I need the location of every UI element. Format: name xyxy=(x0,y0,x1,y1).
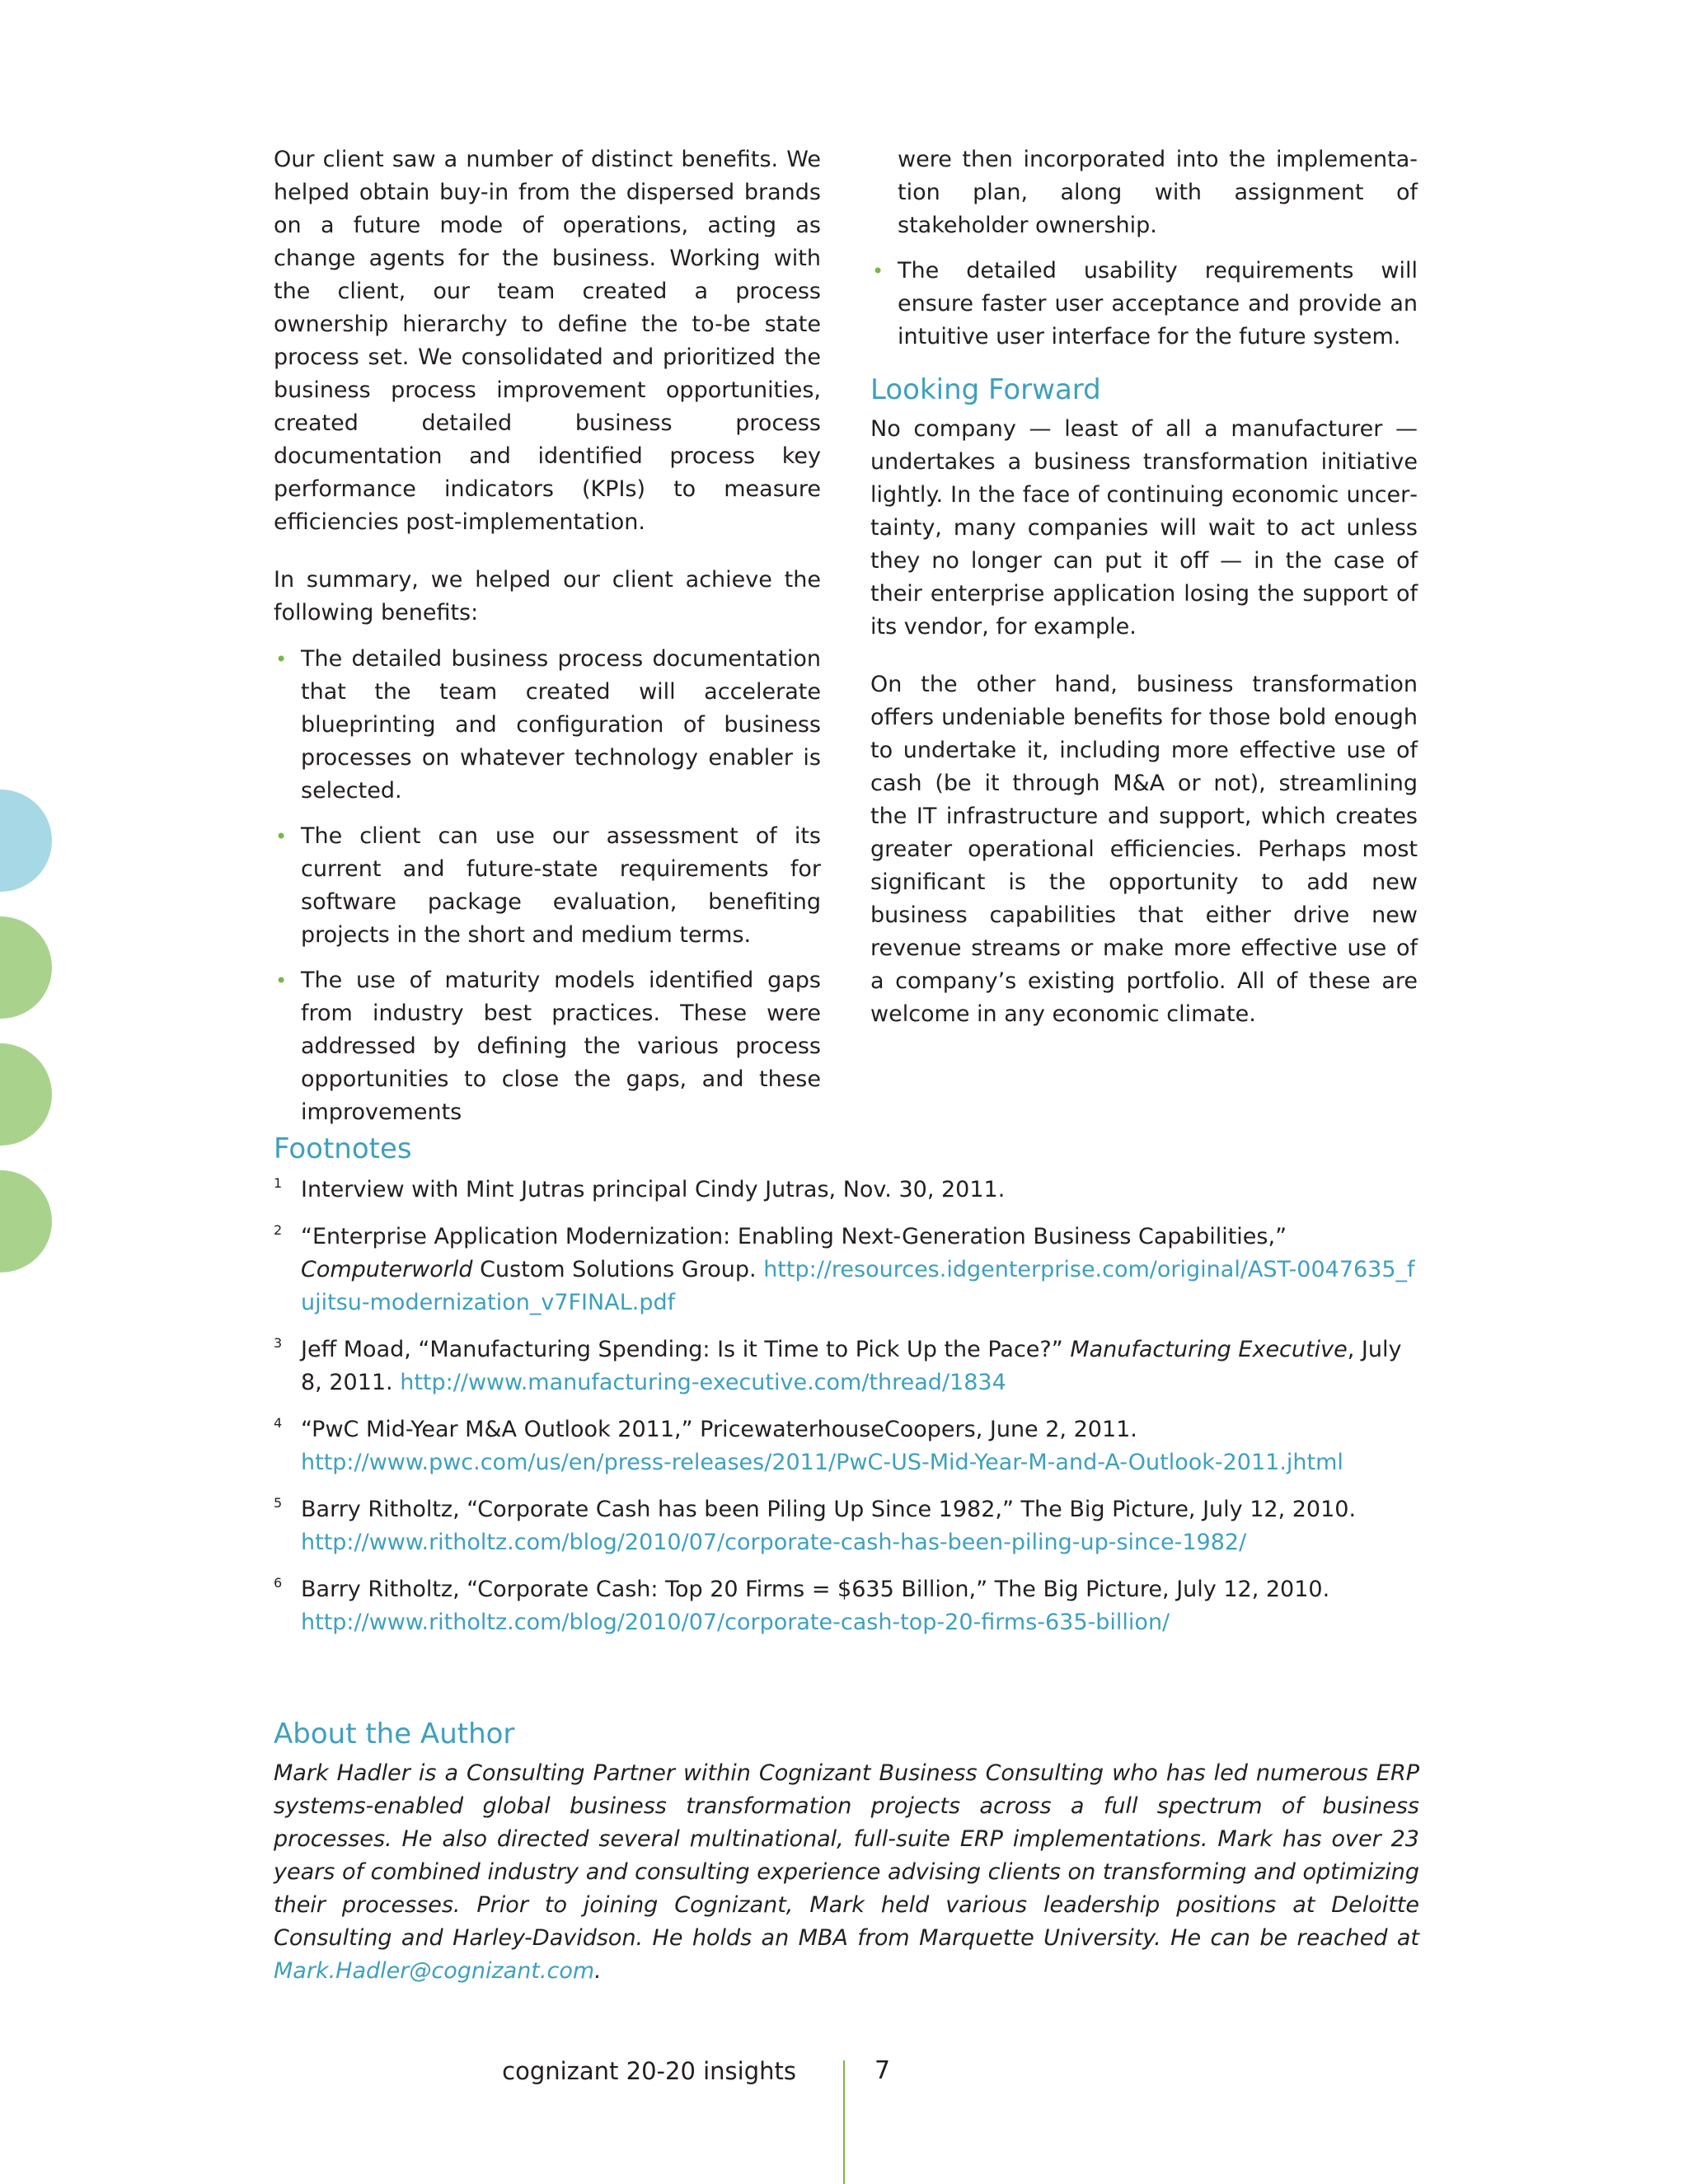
footnote-link[interactable]: http://www.manufacturing-executive.com/thread/1834 xyxy=(400,1370,1006,1395)
section-heading: Looking Forward xyxy=(870,373,1101,406)
author-bio: Mark Hadler is a Consulting Partner within Cognizant Business Consulting who has led numerous ERP systems-enabled global business transformation projects across a full spectrum of business processes. He also directed several multinational, full-suite ERP implementations. Mark has over 23 years of combined industry and consulting experience advising clients on transforming and optimizing their processes. Prior to joining Cognizant, Mark held various leadership positions at Deloitte Consulting and Harley-Davidson. He holds an MBA from Marquette University. He can be reached at Mark.Hadler@cognizant.com. xyxy=(274,1760,1419,1984)
bullet-icon: • xyxy=(275,969,288,992)
list-item: • The use of maturity models identified gaps from industry best practices. These were addressed by defining the various process opportunities to close the gaps, and these improvements xyxy=(274,964,821,1129)
footnote: 5 Barry Ritholtz, “Corporate Cash has been Piling Up Since 1982,” The Big Picture, July 12, 2010. http://www.ritholtz.com/blog/2010/07/corporate-cash-has-been-piling-up-since-1982/ xyxy=(274,1493,1419,1559)
bullet-icon: • xyxy=(275,648,288,671)
footnote-number: 3 xyxy=(274,1335,283,1351)
footnote: 6 Barry Ritholtz, “Corporate Cash: Top 20 Firms = $635 Billion,” The Big Picture, July 12, 2010. http://www.ritholtz.com/blog/2010/07/corporate-cash-top-20-firms-635-billion/ xyxy=(274,1573,1419,1639)
footnote-link[interactable]: http://resources.idgenterprise.com/original/AST-0047635_fujitsu-modernization_v7FINAL.pdf xyxy=(301,1257,1415,1315)
section-heading: Footnotes xyxy=(274,1132,412,1165)
footnote-number: 1 xyxy=(274,1175,283,1191)
decorative-circle-green xyxy=(0,916,52,1019)
footnote-link[interactable]: http://www.pwc.com/us/en/press-releases/2011/PwC-US-Mid-Year-M-and-A-Outlook-2011.jhtml xyxy=(301,1450,1343,1475)
footnote-link[interactable]: http://www.ritholtz.com/blog/2010/07/corporate-cash-top-20-firms-635-billion/ xyxy=(301,1610,1170,1635)
list-item: • The detailed business process documentation that the team created will accelerate blueprinting and configuration of business processes on whatever technology enabler is selected. xyxy=(274,643,821,808)
author-email-link[interactable]: Mark.Hadler@cognizant.com xyxy=(274,1958,595,1984)
footnote-link[interactable]: http://www.ritholtz.com/blog/2010/07/corporate-cash-has-been-piling-up-since-1982/ xyxy=(301,1530,1247,1555)
decorative-circle-green xyxy=(0,1170,52,1272)
benefits-list xyxy=(274,643,821,1129)
footnote: 3 Jeff Moad, “Manufacturing Spending: Is it Time to Pick Up the Pace?” Manufacturing Executive, July 8, 2011. http://www.manufacturing-executive.com/thread/1834 xyxy=(274,1333,1419,1399)
benefits-list xyxy=(870,255,1418,354)
body-paragraph: On the other hand, business transformation offers undeniable benefits for those bold enough to undertake it, including more effective use of cash (be it through M&A or not), streamlining the IT infrastructure and support, which creates greater operational efficiencies. Perhaps most significant is the opportunity to add new business capabilities that either drive new revenue streams or make more effective use of a company’s existing portfolio. All of these are welcome in any economic climate. xyxy=(870,672,1418,1027)
footer-publication: cognizant 20-20 insights xyxy=(502,2057,796,2085)
footnotes-section xyxy=(274,1131,1419,1653)
body-paragraph: No company — least of all a manufacturer — undertakes a business transformation initiative lightly. In the face of continuing economic uncertainty, many companies will wait to act unless they no longer can put it off — in the case of their enterprise application losing the support of its vendor, for example. xyxy=(870,416,1418,640)
about-author-section xyxy=(274,1716,1419,1988)
page-number: 7 xyxy=(874,2056,891,2085)
footnote-list xyxy=(274,1174,1419,1639)
list-item-continuation: were then incorporated into the implementation plan, along with assignment of stakeholder ownership. xyxy=(898,147,1418,238)
bullet-icon: • xyxy=(275,825,288,848)
footnote: 4 “PwC Mid-Year M&A Outlook 2011,” PricewaterhouseCoopers, June 2, 2011. http://www.pwc.com/us/en/press-releases/2011/PwC-US-Mid-Year-M-and-A-Outlook-2011.jhtml xyxy=(274,1413,1419,1479)
body-paragraph: Our client saw a number of distinct benefits. We helped obtain buy-in from the dispersed brands on a future mode of operations, acting as change agents for the business. Working with the client, our team created a process ownership hierarchy to define the to-be state process set. We consolidated and prioritized the business process improvement opportunities, created detailed business process documentation and identified process key performance indicators (KPIs) to measure efficiencies post-implementation. xyxy=(274,147,821,535)
footnote-number: 2 xyxy=(274,1222,283,1238)
footnote-number: 4 xyxy=(274,1415,283,1431)
left-column xyxy=(274,143,821,1141)
body-paragraph: In summary, we helped our client achieve the following benefits: xyxy=(274,567,821,626)
footnote: 2 “Enterprise Application Modernization: Enabling Next-Generation Business Capabilities,” Computerworld Custom Solutions Group. http://resources.idgenterprise.com/original/AST-0047635_fujitsu-modernization_v7FINAL.pdf xyxy=(274,1221,1419,1319)
decorative-circle-green xyxy=(0,1043,52,1146)
right-column xyxy=(870,143,1418,1031)
bullet-icon: • xyxy=(872,260,884,283)
decorative-circle-blue xyxy=(0,790,52,892)
footer-divider xyxy=(843,2060,845,2184)
footnote-number: 5 xyxy=(274,1495,283,1511)
list-item: • The client can use our assessment of its current and future-state requirements for software package evaluation, benefiting projects in the short and medium terms. xyxy=(274,820,821,952)
section-heading: About the Author xyxy=(274,1718,515,1750)
footnote-number: 6 xyxy=(274,1575,283,1591)
footnote: 1 Interview with Mint Jutras principal Cindy Jutras, Nov. 30, 2011. xyxy=(274,1174,1419,1207)
list-item: • The detailed usability requirements will ensure faster user acceptance and provide an intuitive user interface for the future system. xyxy=(870,255,1418,354)
